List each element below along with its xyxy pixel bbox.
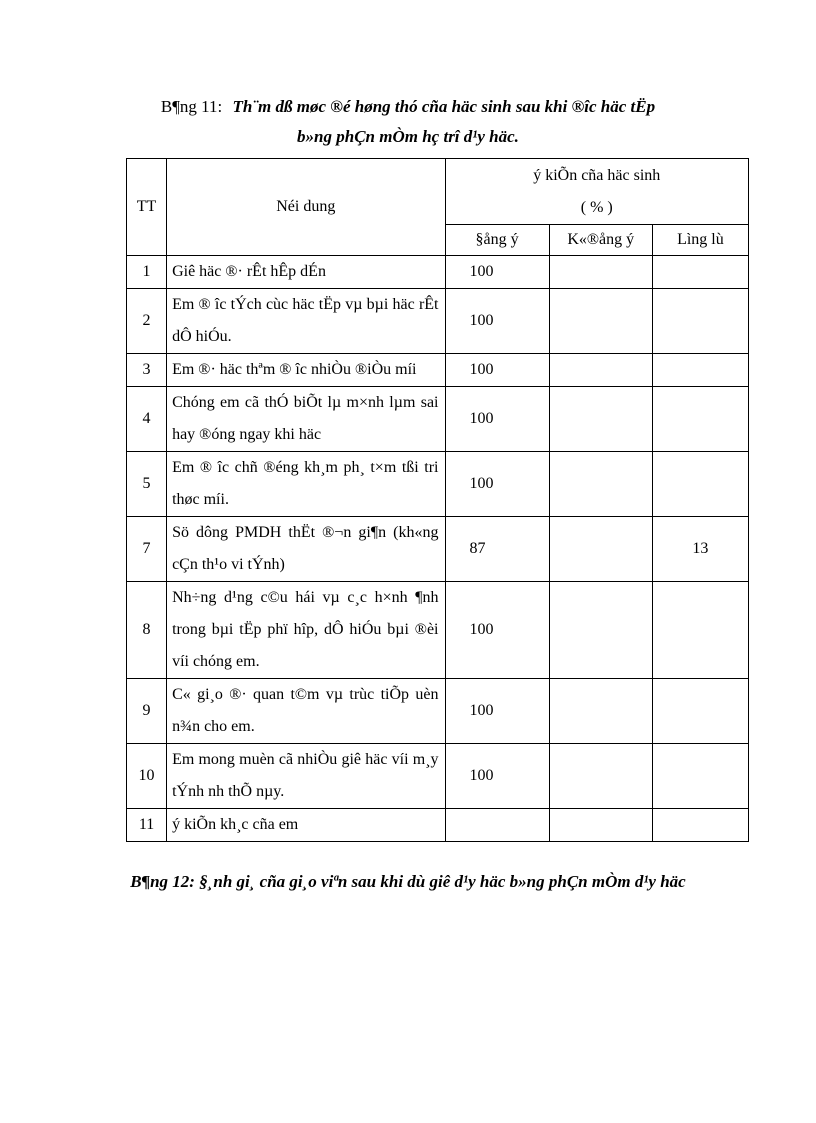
row-disagree <box>549 289 652 354</box>
header-content: Néi dung <box>167 159 445 256</box>
row-agree: 100 <box>445 744 549 809</box>
row-content: Giê häc ®· rÊt hÊp dÉn <box>167 256 445 289</box>
row-neutral <box>652 744 748 809</box>
row-tt: 1 <box>127 256 167 289</box>
table-row <box>127 809 749 842</box>
caption-title-line2: b»ng phÇn mÒm hç trî d¹y häc. <box>297 127 519 146</box>
row-disagree <box>549 354 652 387</box>
table-row <box>127 679 749 744</box>
row-content: Em mong muèn cã nhiÒu giê häc víi m¸y tÝnh nh thÕ nµy. <box>167 744 445 809</box>
row-disagree <box>549 679 652 744</box>
table-row <box>127 517 749 582</box>
caption-title-line1: Th¨m dß møc ®é høng thó cña häc sinh sau khi ®îc häc tËp <box>232 97 656 116</box>
row-content: C« gi¸o ®· quan t©m vµ trùc tiÕp uèn n¾n cho em. <box>167 679 445 744</box>
row-tt: 10 <box>127 744 167 809</box>
row-content: Em ®· häc thªm ® îc nhiÒu ®iÒu míi <box>167 354 445 387</box>
row-tt: 4 <box>127 387 167 452</box>
caption-prefix: B¶ng 11: <box>160 97 223 116</box>
row-tt: 5 <box>127 452 167 517</box>
row-agree: 100 <box>445 679 549 744</box>
header-agree: §ång ý <box>445 225 549 256</box>
row-neutral <box>652 452 748 517</box>
row-neutral <box>652 679 748 744</box>
table-12-caption: B¶ng 12: §¸nh gi¸ cña gi¸o viªn sau khi dù giê d¹y häc b»ng phÇn mÒm d¹y häc <box>130 872 686 891</box>
row-tt: 7 <box>127 517 167 582</box>
table-row <box>127 744 749 809</box>
survey-table <box>126 158 749 842</box>
row-neutral <box>652 809 748 842</box>
row-neutral <box>652 256 748 289</box>
header-neutral: Lìng lù <box>652 225 748 256</box>
row-disagree <box>549 256 652 289</box>
row-agree: 100 <box>445 582 549 679</box>
table-11-caption <box>0 94 816 120</box>
row-neutral <box>652 354 748 387</box>
row-tt: 8 <box>127 582 167 679</box>
table-row <box>127 354 749 387</box>
table-row <box>127 289 749 354</box>
row-neutral <box>652 582 748 679</box>
table-row <box>127 582 749 679</box>
table-row <box>127 387 749 452</box>
row-content: Em ® îc tÝch cùc häc tËp vµ bµi häc rÊt dÔ hiÓu. <box>167 289 445 354</box>
table-row <box>127 256 749 289</box>
row-agree: 100 <box>445 452 549 517</box>
header-tt: TT <box>127 159 167 256</box>
row-disagree <box>549 452 652 517</box>
row-disagree <box>549 582 652 679</box>
row-agree: 87 <box>445 517 549 582</box>
row-content: Sö dông PMDH thËt ®¬n gi¶n (kh«ng cÇn th¹o vi tÝnh) <box>167 517 445 582</box>
row-disagree <box>549 387 652 452</box>
row-disagree <box>549 517 652 582</box>
row-agree: 100 <box>445 256 549 289</box>
row-disagree <box>549 744 652 809</box>
header-disagree: K«®ång ý <box>549 225 652 256</box>
row-neutral <box>652 289 748 354</box>
row-tt: 11 <box>127 809 167 842</box>
row-tt: 2 <box>127 289 167 354</box>
row-neutral: 13 <box>652 517 748 582</box>
row-agree: 100 <box>445 354 549 387</box>
row-agree <box>445 809 549 842</box>
row-agree: 100 <box>445 289 549 354</box>
row-tt: 9 <box>127 679 167 744</box>
header-opinion-line1: ý kiÕn cña häc sinh <box>533 166 661 184</box>
header-opinion-line2: ( % ) <box>580 198 613 216</box>
header-opinion <box>445 159 749 225</box>
table-row <box>127 452 749 517</box>
row-agree: 100 <box>445 387 549 452</box>
row-content: Em ® îc chñ ®éng kh¸m ph¸ t×m tßi tri thøc míi. <box>167 452 445 517</box>
row-disagree <box>549 809 652 842</box>
row-content: ý kiÕn kh¸c cña em <box>167 809 445 842</box>
row-tt: 3 <box>127 354 167 387</box>
row-content: Nh÷ng d¹ng c©u hái vµ c¸c h×nh ¶nh trong bµi tËp phï hîp, dÔ hiÓu bµi ®èi víi chóng em. <box>167 582 445 679</box>
row-neutral <box>652 387 748 452</box>
row-content: Chóng em cã thÓ biÕt lµ m×nh lµm sai hay ®óng ngay khi häc <box>167 387 445 452</box>
